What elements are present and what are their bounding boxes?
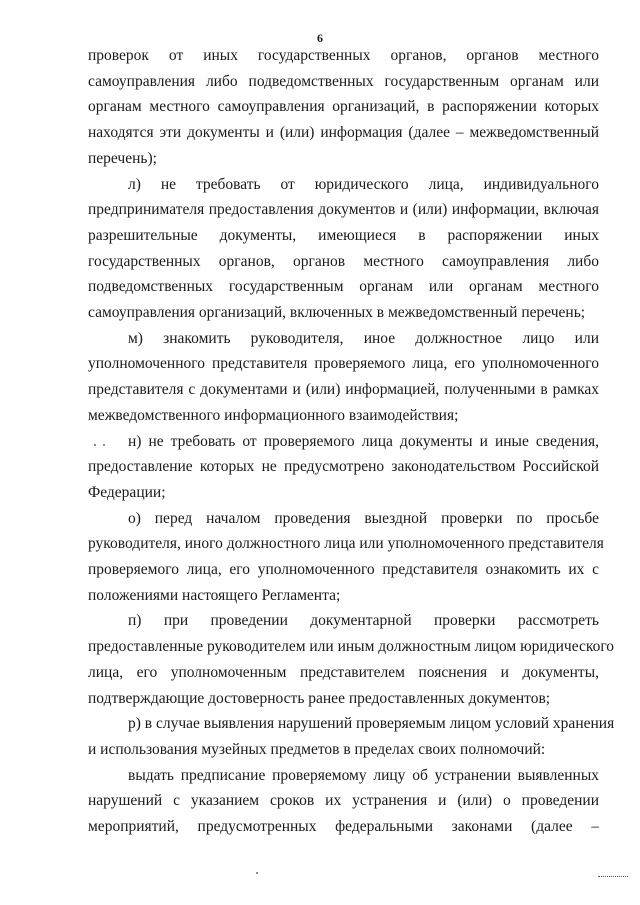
text-line: положениями настоящего Регламента; (88, 586, 341, 604)
text-line: руководителя, иного должностного лица или уполномоченного представителя (88, 535, 604, 553)
text-line: о) перед началом проведения выездной проверки по просьбе (128, 509, 599, 527)
paragraph-item-r (88, 711, 615, 762)
text-line: самоуправления либо подведомственных государственным органам или (88, 72, 599, 90)
text-line: перечень); (88, 149, 157, 167)
text-line: предпринимателя предоставления документов и (или) информации, включая (88, 201, 599, 219)
text-line: разрешительные документы, имеющиеся в распоряжении иных (88, 226, 599, 244)
text-line: представителя с документами и (или) информацией, полученными в рамках (88, 381, 599, 399)
text-line: находятся эти документы и (или) информация (далее – межведомственный (88, 124, 599, 142)
scan-artifact-dot (103, 444, 105, 446)
scan-artifact-dot (256, 872, 258, 874)
text-line: н) не требовать от проверяемого лица документы и иные сведения, (128, 432, 599, 450)
paragraph-issue-order (88, 763, 599, 840)
text-line: м) знакомить руководителя, иное должностное лицо или (128, 329, 599, 347)
paragraph-item-o (88, 506, 604, 609)
text-line: межведомственного информационного взаимодействия; (88, 406, 459, 424)
text-line: л) не требовать от юридического лица, индивидуального (128, 175, 599, 193)
paragraph-item-m (88, 326, 599, 429)
text-line: и использования музейных предметов в пределах своих полномочий: (88, 740, 546, 758)
text-line: предоставление которых не предусмотрено законодательством Российской (88, 458, 599, 476)
text-line: подведомственных государственным органам или органам местного (88, 278, 599, 296)
text-line: государственных органов, органов местного самоуправления либо (88, 252, 599, 270)
document-body (88, 43, 615, 840)
scan-artifact-dot (94, 444, 96, 446)
text-line: выдать предписание проверяемому лицу об устранении выявленных (128, 766, 599, 784)
text-line: органам местного самоуправления организаций, в распоряжении которых (88, 98, 599, 116)
text-line: р) в случае выявления нарушений проверяемым лицом условий хранения (128, 715, 615, 733)
text-line: мероприятий, предусмотренных федеральными законами (далее – (88, 818, 599, 836)
scan-artifact-line (598, 876, 628, 878)
text-line: Федерации; (88, 483, 166, 501)
paragraph-item-n (88, 429, 599, 506)
text-line: проверок от иных государственных органов, органов местного (88, 47, 599, 64)
text-line: п) при проведении документарной проверки рассмотреть (128, 612, 599, 630)
text-line: самоуправления организаций, включенных в межведомственный перечень; (88, 304, 586, 322)
text-line: проверяемого лица, его уполномоченного представителя ознакомить их с (88, 561, 599, 579)
paragraph-item-p (88, 608, 615, 711)
text-line: уполномоченного представителя проверяемого лица, его уполномоченного (88, 355, 599, 373)
paragraph-item-l (88, 172, 599, 326)
text-line: подтверждающие достоверность ранее предоставленных документов; (88, 689, 551, 707)
text-line: предоставленные руководителем или иным должностным лицом юридического (88, 638, 615, 656)
text-line: нарушений с указанием сроков их устранения и (или) о проведении (88, 792, 599, 810)
page-number: 6 (317, 31, 323, 45)
text-line: лица, его уполномоченным представителем пояснения и документы, (88, 663, 599, 681)
paragraph-continuation (88, 43, 599, 172)
